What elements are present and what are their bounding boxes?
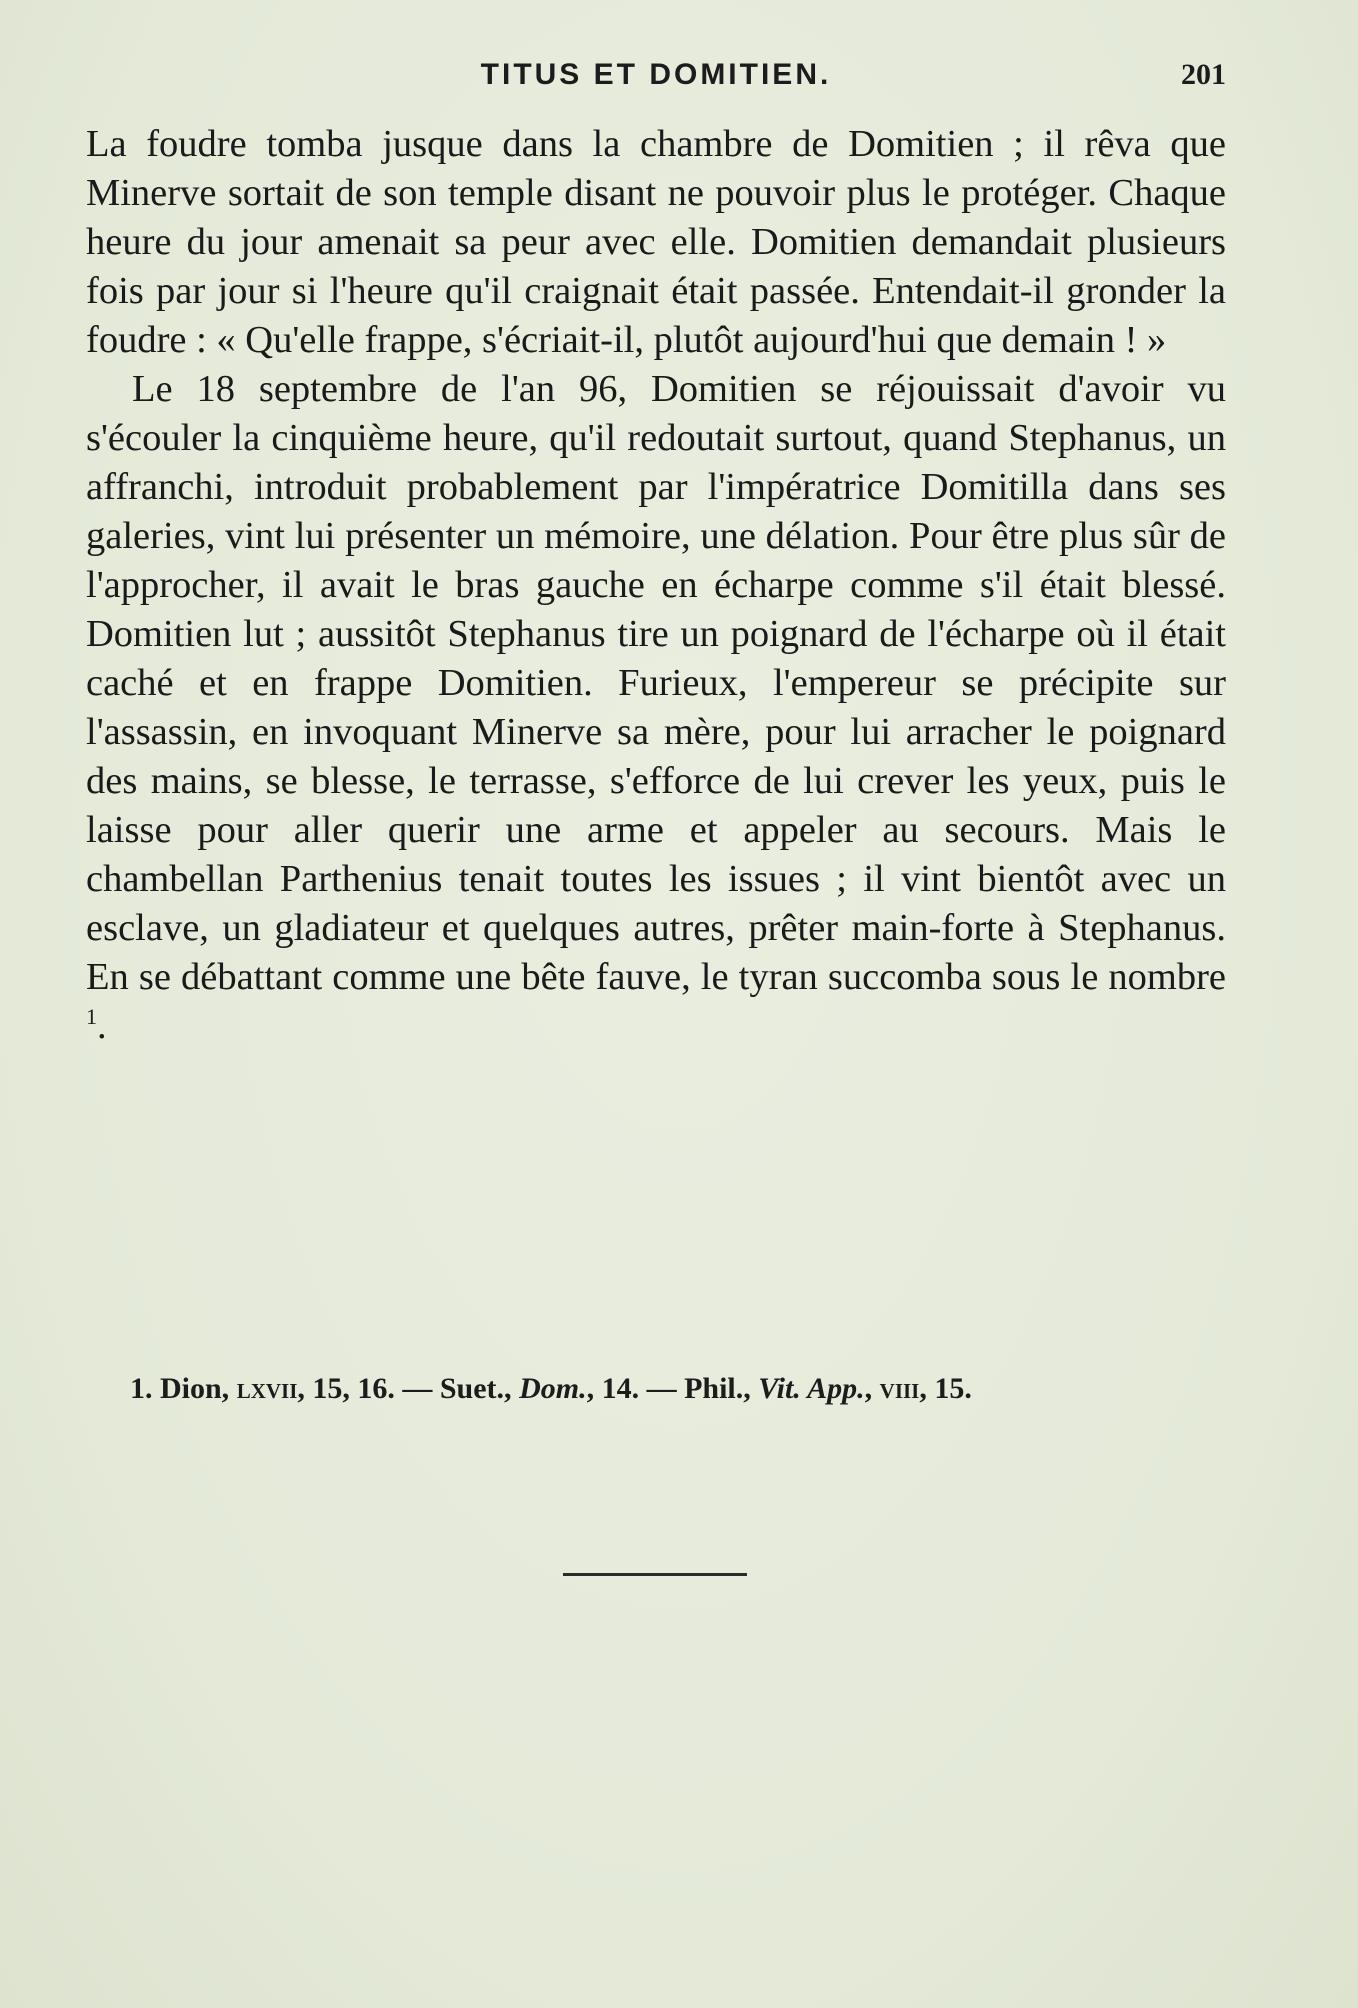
body-text: [86, 120, 1226, 1051]
footnote-number: 1.: [130, 1372, 153, 1405]
footnote-text-5: , 15.: [919, 1372, 972, 1405]
footnote-book-ref-1: lxvii: [236, 1372, 298, 1405]
page-header: [86, 58, 1226, 102]
footnote-text-1: Dion,: [152, 1372, 237, 1405]
paragraph-2-end: .: [97, 1005, 107, 1047]
footnote-text-3: , 14. — Phil.,: [586, 1372, 759, 1405]
footnote-work-vit-app: Vit. App.: [758, 1372, 865, 1405]
running-title: TITUS ET DOMITIEN.: [480, 58, 832, 91]
footnote-work-dom: Dom.: [519, 1372, 587, 1405]
footnote-text-4: ,: [864, 1372, 880, 1405]
footnote-marker: 1: [86, 1004, 97, 1030]
page-number: 201: [1181, 58, 1226, 91]
end-rule: [563, 1573, 747, 1576]
paragraph-2: [86, 365, 1226, 1051]
footnote: [86, 1370, 1226, 1408]
paragraph-1: La foudre tomba jusque dans la chambre de Domitien ; il rêva que Minerve sortait de son temple disant ne pouvoir plus le protéger. Chaque heure du jour amenait sa peur avec elle. Domitien demandait plusieurs fois par jour si l'heure qu'il craignait était passée. Entendait-il gronder la foudre : « Qu'elle frappe, s'écriait-il, plutôt aujourd'hui que demain ! »: [86, 123, 1226, 361]
footnote-text-2: , 15, 16. — Suet.,: [297, 1372, 520, 1405]
paragraph-2-text: Le 18 septembre de l'an 96, Domitien se réjouissait d'avoir vu s'écouler la cinquième heure, qu'il redoutait surtout, quand Stephanus, un affranchi, introduit probablement par l'impératrice Domitilla dans ses galeries, vint lui présenter un mémoire, une délation. Pour être plus sûr de l'approcher, il avait le bras gauche en écharpe comme s'il était blessé. Domitien lut ; aussitôt Stephanus tire un poignard de l'écharpe où il était caché et en frappe Domitien. Furieux, l'empereur se précipite sur l'assassin, en invoquant Minerve sa mère, pour lui arracher le poignard des mains, se blesse, le terrasse, s'efforce de lui crever les yeux, puis le laisse pour aller querir une arme et appeler au secours. Mais le chambellan Parthenius tenait toutes les issues ; il vint bientôt avec un esclave, un gladiateur et quelques autres, prêter main-forte à Stephanus. En se débattant comme une bête fauve, le tyran succomba sous le nombre: [86, 368, 1226, 998]
footnote-book-ref-2: viii: [879, 1372, 920, 1405]
